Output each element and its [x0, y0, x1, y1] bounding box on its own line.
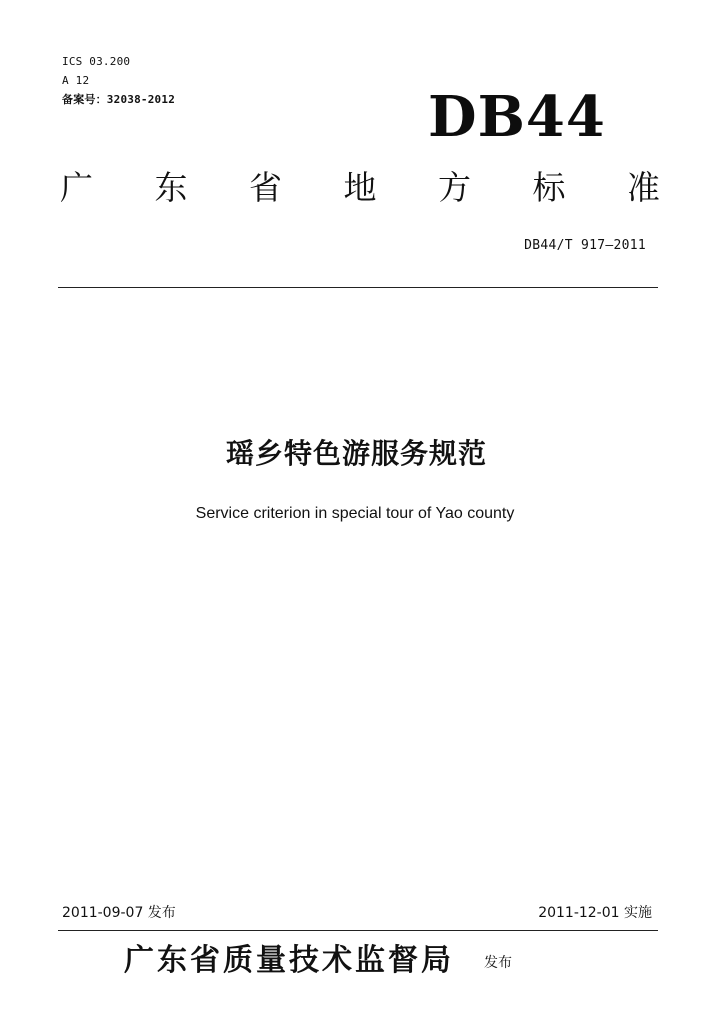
document-title-english: Service criterion in special tour of Yao county: [195, 505, 515, 522]
document-title-chinese: 瑶乡特色游服务规范: [225, 437, 487, 470]
ccs-code: A 12: [62, 74, 90, 87]
standard-type-char: 方: [438, 168, 471, 207]
ics-code: ICS 03.200: [62, 55, 131, 68]
issue-date: 2011-09-07 发布: [62, 905, 176, 921]
standard-mark: DB44: [428, 84, 606, 150]
issuer-row: [124, 940, 512, 982]
metadata-block: [62, 52, 175, 109]
issue-suffix: 发布: [484, 955, 512, 971]
record-number: 备案号：32038-2012: [62, 93, 176, 106]
standard-type-char: 广: [60, 168, 93, 207]
issuing-authority: 广东省质量技术监督局: [124, 943, 454, 978]
standard-type-char: 地: [343, 168, 377, 207]
standard-type-char: 省: [249, 168, 282, 207]
standard-type-char: 东: [154, 168, 188, 207]
standard-number: DB44/T 917—2011: [524, 238, 646, 253]
bottom-divider: [58, 930, 658, 931]
implementation-date: 2011-12-01 实施: [538, 905, 652, 921]
standard-type-char: 准: [627, 168, 660, 207]
standard-type-heading: [60, 168, 660, 208]
standard-type-char: 标: [532, 168, 566, 207]
top-divider: [58, 287, 658, 288]
